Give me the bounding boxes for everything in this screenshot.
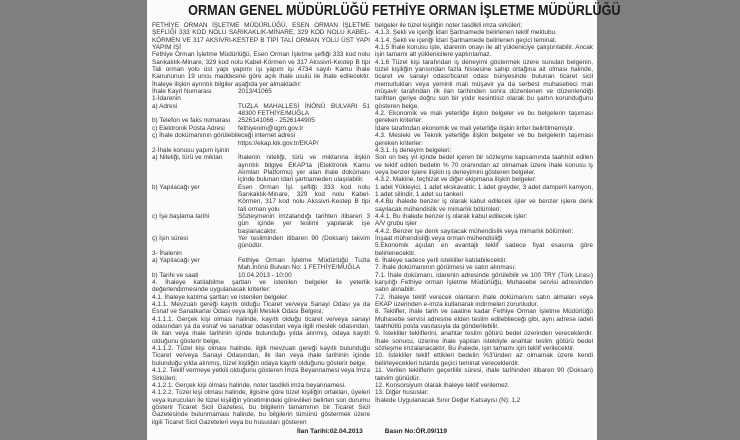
field-row bbox=[152, 184, 370, 213]
paragraph: 3- İhalenin bbox=[152, 249, 182, 257]
paragraph: 4.1.1. Mevzuatı gereği kayıtlı olduğu Ticaret ve/veya Sanayi Odası ya da Esnaf ve Sanatkarlar Odası veya ilgili Meslek Odası Belgesi; bbox=[152, 301, 370, 316]
field-row bbox=[152, 235, 370, 250]
paragraph: 8. Teklifler, ihale tarih ve saatine kadar Fethiye Orman İşletme Müdürlüğü Muhasebe servisi adresine elden teslim edilebileceği gibi, aynı adrese iadeli taahhütlü posta vasıtasıyla da gönderilebilir. bbox=[375, 308, 593, 331]
field-label: c) İşe başlama tarihi bbox=[152, 212, 210, 220]
paragraph: 4.1.3. Şekli ve içeriği İdari Şartnamede belirlenen teklif mektubu. bbox=[375, 29, 557, 37]
field-row bbox=[152, 154, 370, 183]
field-label: a) Niteliği, türü ve miktarı bbox=[152, 154, 223, 162]
paragraph: A/V grubu işler bbox=[375, 220, 417, 228]
page-title bbox=[147, 2, 621, 19]
field-label: c) Elektronik Posta Adresi bbox=[152, 124, 225, 132]
paragraph: 4.1.5 İhale konusu işte, idarenin onayı ile alt yükleniciye çalıştırılabilir. Ancak işin tamamı alt yüklenicilere yaptırılamaz. bbox=[375, 44, 593, 59]
right-column bbox=[375, 22, 593, 404]
paragraph: Fethiye Orman İşletme Müdürlüğü, Esen Orman İşletme şefliği 333 kod nolu Sarıkaklık-Minare, 329 kod nolu Kabel-Körmen ve 317 Akssivri-Kestep B tipi Tali orman yolu üst yapı yapımı işi yapım işi 4734 sayılı Kamu İhale Kanununun 19 uncu maddesine göre açık ihale usulü ile ihale edilecektir. İhaleye ilişkin ayrıntılı bilgiler aşağıda yer almaktadır: bbox=[152, 51, 370, 88]
field-value: Fethiye Orman İşletme Müdürlüğü Tuzla Mah.İnönü Bulvarı No: 1 FETHİYE/MUĞLA bbox=[238, 257, 370, 272]
paragraph: 4.4.1. Bu ihalede benzer iş olarak kabul edilecek işler: bbox=[375, 212, 528, 220]
paragraph: FETHİYE ORMAN İŞLETME MÜDÜRLÜĞÜ, ESEN ORMAN İŞLETME ŞEFLİĞİ 333 KOD NOLU SARIKAKLIK-MİNARE, 329 KOD NOLU KABEL-KÖRMEN VE 317 AKSIVRI-KESTEP B TİPİ TALİ ORMAN YOLU ÜST YAPI YAPIM İŞİ bbox=[152, 22, 370, 52]
field-value: 2526141066 - 2526144905 bbox=[238, 117, 315, 125]
paragraph: 4.1. İhaleye katılma şartları ve istenilen belgeler: bbox=[152, 293, 289, 301]
paragraph: 4.1.2.1. Gerçek kişi olması halinde, noter tasdikli imza beyannamesi. bbox=[152, 381, 346, 389]
field-row bbox=[152, 140, 370, 147]
paragraph: 4.1.2. Teklif vermeye yetkili olduğunu gösteren İmza Beyannamesi veya İmza Sirküleri; bbox=[152, 367, 370, 382]
paragraph: belgeler ile tüzel kişiliğin noter tasdikli imza sirküleri; bbox=[375, 22, 523, 29]
field-row bbox=[152, 213, 370, 235]
press-number: Basın No:ÖR.09/119 bbox=[384, 427, 447, 435]
paragraph: 4.1.4. Şekli ve içeriği İdari Şartnamede belirlenen geçici teminat. bbox=[375, 36, 557, 44]
paragraph: 4.1.2.2. Tüzel kişi olması halinde, ilgisine göre tüzel kişiliğin ortakları, üyeleri veya kurucuları ile tüzel kişiliğin yönetimindeki görevlileri belirten son durumu gösterir Ticaret Sicil Gazetesi, bu bilgilerin tamamının bir Ticaret Sicil Gazetesinde bulunmaması halinde, bu bilgilerin tümünü göstermek üzere ilgili Ticaret Sicil Gazeteleri veya bu hususları gösteren bbox=[152, 389, 370, 426]
field-value: 2013/41065 bbox=[238, 88, 272, 96]
paragraph: 4.1.6 Tüzel kişi tarafından iş deneyimi göstermek üzere sunulan belgenin, tüzel kişiliğin yarısından fazla hissesine sahip ortağına ait olması halinde, ticaret ve sanayi odası/ticaret odası bünyesinde bulunan ticaret sicil memurlukları veya yeminli mali müşavir ya da serbest muhasebeci mali müşavir tarafından ilk ilan tarihinden sonra düzenlenen ve düzenlendiği tarihten geriye doğru son bir yıldır kesintisiz olarak bu şartın korunduğunu gösteren belge. bbox=[375, 58, 593, 110]
paragraph: 5.Ekonomik açıdan en avantajlı teklif sadece fiyat esasına göre belirlenecektir. bbox=[375, 242, 593, 257]
field-row bbox=[152, 88, 370, 95]
field-row bbox=[152, 117, 370, 124]
field-value: TUZLA MAHALLESİ İNÖNÜ BULVARI 51 48300 FETHİYE/MUĞLA bbox=[238, 102, 370, 118]
title-text: ORMAN GENEL MÜDÜRLÜĞÜ FETHİYE ORMAN İŞLETME MÜDÜRLÜĞÜ bbox=[188, 2, 621, 19]
paragraph: İdare tarafından ekonomik ve mali yeterliğe ilişkin kriter belirtilmemiştir. bbox=[375, 124, 575, 132]
paragraph: 1 adet Yükleyici, 1 adet ekskavatör, 1 adet greyder, 3 adet damperli kamyon, 1 adet silindir, 1 adet su tankeri bbox=[375, 183, 593, 198]
paragraph: 4.3.2. Makine, teçhizat ve diğer ekipmana ilişkin belgeler: bbox=[375, 176, 537, 184]
paragraph: 11. Verilen tekliflerin geçerlilik süresi, ihale tarihinden itibaren 90 (Doksan) takvim günüdür. bbox=[375, 367, 593, 382]
field-row bbox=[152, 272, 370, 279]
paragraph: 13. Diğer hususlar: bbox=[375, 389, 429, 397]
field-value: fethiyeoim@ogm.gov.tr bbox=[238, 124, 304, 132]
paragraph: 1-İdarenin bbox=[152, 95, 181, 103]
paragraph: 4.2. Ekonomik ve mali yeterliğe ilişkin belgeler ve bu belgelerin taşıması gereken kriterler: bbox=[375, 110, 593, 125]
field-row bbox=[152, 257, 370, 272]
paragraph: İhalede Uygulanacak Sınır Değer Katsayısı (N): 1,2 bbox=[375, 396, 521, 404]
field-value: 10.04.2013 - 10:00 bbox=[238, 271, 292, 279]
announcement-date: İlan Tarihi:02.04.2013 bbox=[296, 427, 363, 435]
field-row bbox=[152, 103, 370, 118]
paragraph: 7.2. İhaleye teklif verecek olanların ihale dokümanını satın almaları veya EKAP üzerinden e-imza kullanarak indirmeleri zorunludur. bbox=[375, 293, 593, 309]
field-label bbox=[152, 140, 238, 147]
paragraph: 6. İhaleye sadece yerli istekliler katılabilecektir. bbox=[375, 257, 508, 264]
paragraph: 4.4.Bu ihalede benzer iş olarak kabul edilecek işler ve benzer işlere denk sayılacak mühendislik ve mimarlık bölümleri: bbox=[375, 198, 593, 213]
field-label: ç) İşin süresi bbox=[152, 234, 188, 242]
paragraph: İnşaat mühendisliği veya orman mühendisliği bbox=[375, 234, 503, 242]
paragraph: Son on beş yıl içinde bedel içeren bir sözleşme kapsamında taahhüt edilen ve teklif edilen bedelin % 70 oranından az olmamak üzere ihale konusu iş veya benzer işlere ilişkin iş deneyimini gösteren belgeler. bbox=[375, 154, 593, 176]
paragraph: ç) İhale dokümanının görülebileceği internet adresi bbox=[152, 132, 296, 140]
field-value: Sözleşmenin imzalandığı tarihten itibaren 3 gün içinde yer teslimi yapılarak işe başlanacaktır. bbox=[238, 212, 370, 235]
field-label: İhale Kayıt Numarası bbox=[152, 88, 212, 96]
paragraph: 7. İhale dokümanının görülmesi ve satın alınması: bbox=[375, 264, 517, 272]
paragraph: 4.3.1. İş deneyim belgeleri: bbox=[375, 146, 452, 154]
left-column bbox=[152, 22, 370, 426]
field-label: a) Yapılacağı yer bbox=[152, 257, 200, 264]
columns bbox=[147, 22, 597, 426]
paragraph: 4.3. Mesleki ve Teknik yeterliğe ilişkin belgeler ve bu belgelerin taşıması gereken kriterler: bbox=[375, 132, 593, 147]
field-value: Yer tesliminden itibaren 90 (Doksan) takvim günüdür. bbox=[238, 234, 370, 250]
paragraph: 2-İhale konusu yapım işinin bbox=[152, 146, 230, 154]
field-value: https://ekap.kik.gov.tr/EKAP/ bbox=[238, 139, 319, 147]
paragraph: 4. İhaleye katılabilme şartları ve istenilen belgeler ile yeterlik değerlendirmesinde uygulanacak kriterler: bbox=[152, 279, 370, 294]
paragraph: 10. İstekliler teklif ettikleri bedelin %3'ünden az olmamak üzere kendi belirleyecekleri tutarda geçici teminat vereceklerdir. bbox=[375, 352, 593, 367]
paragraph: 4.1.1.2. Tüzel kişi olması halinde, ilgili mevzuatı gereği kayıtlı bulunduğu Ticaret ve/veya Sanayi Odasından, ilk ilan veya ihale tarihinin içinde bulunduğu yılda alınmış, tüzel kişiliğin odaya kayıtlı olduğunu gösterir belge, bbox=[152, 345, 370, 367]
footer bbox=[147, 428, 597, 436]
paragraph: 9. İstekliler tekliflerini, anahtar teslim götürü bedel üzerinden vereceklerdir. İhale sonucu, üzerine ihale yapılan istekliyle anahtar teslim götürü bedel sözleşme imzalanacaktır. Bu ihalede, işin tamamı için teklif verilecektir. bbox=[375, 330, 593, 353]
announcement-page bbox=[147, 0, 621, 440]
field-value: Esen Orman İşl. şefliği 333 kod nolu Sarıkaklık-Minare, 329 kod nolu Kabel-Körmen, 317 kod nolu Akssivri-Kestep B tipi tali orman yolu bbox=[238, 183, 370, 213]
field-label: b) Yapılacağı yer bbox=[152, 183, 200, 191]
field-value: İhalenin niteliği, türü ve miktarına ilişkin ayrıntılı bilgiye EKAP'ta (Elektronik Kamu Alımları Platformu) yer alan ihale dokümanı içinde bulunan idari şartnameden ulaşılabilir. bbox=[238, 154, 370, 184]
field-label: b) Tarihi ve saati bbox=[152, 271, 199, 279]
paragraph: 4.1.1.1. Gerçek kişi olması halinde, kayıtlı olduğu ticaret ve/veya sanayi odasından ya da esnaf ve sanatkar odasından veya ilgili meslek odasından, ilk ilan veya ihale tarihinin içinde bulunduğu yılda alınmış, odaya kayıtlı olduğunu gösterir belge, bbox=[152, 315, 370, 345]
field-label: a) Adresi bbox=[152, 102, 178, 110]
paragraph: 12. Konsorsiyum olarak ihaleye teklif verilemez. bbox=[375, 381, 510, 389]
paragraph: 4.4.2. Benzer işe denk sayılacak mühendislik veya mimarlık bölümleri: bbox=[375, 227, 574, 235]
paragraph: 7.1. İhale dokümanı, idarenin adresinde görülebilir ve 100 TRY (Türk Lirası) karşılığı Fethiye orman İşletme Müdürlüğü, Muhasebe servisi adresinden satın alınabilir. bbox=[375, 271, 593, 294]
field-label: b) Telefon ve faks numarası bbox=[152, 117, 231, 125]
